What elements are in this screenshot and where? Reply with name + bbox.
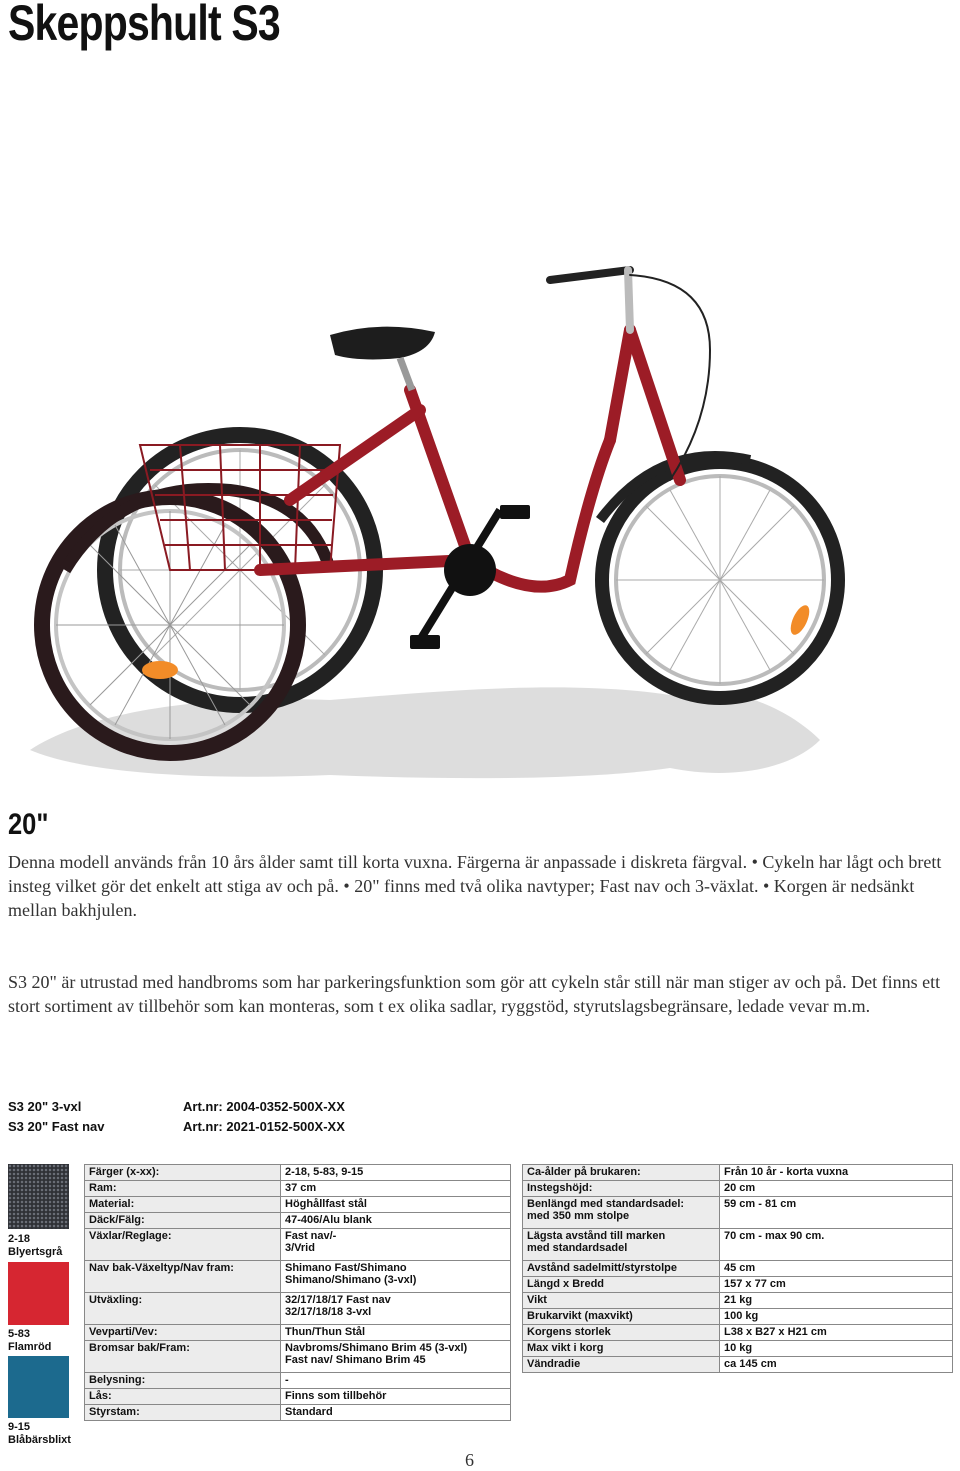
spec-value: 32/17/18/17 Fast nav 32/17/18/18 3-vxl [281, 1293, 511, 1325]
spec-label: Vändradie [523, 1357, 720, 1373]
spec-row [85, 1229, 511, 1261]
spec-value: 37 cm [281, 1181, 511, 1197]
spec-row [85, 1405, 511, 1421]
spec-row [85, 1293, 511, 1325]
spec-value: 100 kg [720, 1309, 953, 1325]
description-paragraph-1: Denna modell används från 10 års ålder samt till korta vuxna. Färgerna är anpassade i diskreta färgval. • Cykeln har lågt och brett insteg vilket gör det enkelt att stiga av och på. • 20" finns med två olika navtyper; Fast nav och 3-växlat. • Korgen är nedsänkt mellan bakhjulen. [8, 852, 942, 920]
spec-row [85, 1389, 511, 1405]
spec-label: Material: [85, 1197, 281, 1213]
spec-value: L38 x B27 x H21 cm [720, 1325, 953, 1341]
article-name: S3 20" 3-vxl [8, 1099, 82, 1114]
article-number: Art.nr: 2021-0152-500X-XX [183, 1119, 345, 1134]
spec-label: Avstånd sadelmitt/styrstolpe [523, 1261, 720, 1277]
spec-value: Fast nav/- 3/Vrid [281, 1229, 511, 1261]
size-heading: 20" [8, 808, 49, 841]
spec-row [523, 1197, 953, 1229]
spec-value: Navbroms/Shimano Brim 45 (3-vxl) Fast nav/ Shimano Brim 45 [281, 1341, 511, 1373]
spec-value: Standard [281, 1405, 511, 1421]
spec-label: Bromsar bak/Fram: [85, 1341, 281, 1373]
spec-label: Växlar/Reglage: [85, 1229, 281, 1261]
spec-label: Korgens storlek [523, 1325, 720, 1341]
seat [330, 327, 435, 390]
spec-label: Lägsta avstånd till marken med standardsadel [523, 1229, 720, 1261]
spec-value: ca 145 cm [720, 1357, 953, 1373]
spec-label: Vevparti/Vev: [85, 1325, 281, 1341]
spec-row [85, 1373, 511, 1389]
color-label: 9-15 Blåbärsblixt [8, 1421, 71, 1446]
spec-row [523, 1357, 953, 1373]
spec-row [523, 1341, 953, 1357]
page-title: Skeppshult S3 [8, 0, 280, 51]
spec-row [85, 1325, 511, 1341]
handlebar [550, 270, 710, 480]
spec-value: Höghållfast stål [281, 1197, 511, 1213]
article-row [8, 1119, 345, 1134]
spec-row [85, 1181, 511, 1197]
spec-label: Ram: [85, 1181, 281, 1197]
spec-label: Längd x Bredd [523, 1277, 720, 1293]
spec-value: Shimano Fast/Shimano Shimano/Shimano (3-vxl) [281, 1261, 511, 1293]
spec-row [523, 1229, 953, 1261]
spec-row [523, 1277, 953, 1293]
article-number: Art.nr: 2004-0352-500X-XX [183, 1099, 345, 1114]
spec-value: 10 kg [720, 1341, 953, 1357]
spec-label: Max vikt i korg [523, 1341, 720, 1357]
color-swatch-flamrod [8, 1262, 69, 1325]
front-wheel [600, 456, 838, 698]
spec-value: Från 10 år - korta vuxna [720, 1165, 953, 1181]
spec-row [85, 1213, 511, 1229]
spec-value: 45 cm [720, 1261, 953, 1277]
description-paragraph-2: S3 20" är utrustad med handbroms som har parkeringsfunktion som gör att cykeln står still när man stiger av och på. Det finns ett stort sortiment av tillbehör som kan monteras, som t ex olika sadlar, ryggstöd, styrutslagsbegränsare, ledade vevar m.m. [8, 972, 941, 1016]
spec-label: Belysning: [85, 1373, 281, 1389]
spec-row [523, 1261, 953, 1277]
spec-label: Lås: [85, 1389, 281, 1405]
spec-label: Instegshöjd: [523, 1181, 720, 1197]
spec-row [523, 1309, 953, 1325]
spec-row [523, 1181, 953, 1197]
article-row [8, 1099, 345, 1114]
spec-value: Thun/Thun Stål [281, 1325, 511, 1341]
spec-row [85, 1165, 511, 1181]
spec-label: Styrstam: [85, 1405, 281, 1421]
color-swatch-blyertsgra [8, 1164, 69, 1229]
spec-row [523, 1165, 953, 1181]
spec-row [85, 1261, 511, 1293]
spec-value: - [281, 1373, 511, 1389]
spec-table-right [522, 1164, 953, 1373]
spec-row [85, 1197, 511, 1213]
spec-value: 157 x 77 cm [720, 1277, 953, 1293]
spec-row [85, 1341, 511, 1373]
spec-label: Brukarvikt (maxvikt) [523, 1309, 720, 1325]
spec-label: Vikt [523, 1293, 720, 1309]
tricycle-image [30, 240, 930, 780]
spec-label: Benlängd med standardsadel: med 350 mm stolpe [523, 1197, 720, 1229]
spec-label: Färger (x-xx): [85, 1165, 281, 1181]
spec-label: Däck/Fälg: [85, 1213, 281, 1229]
spec-table-left [84, 1164, 511, 1421]
page-number: 6 [465, 1450, 474, 1470]
spec-value: 20 cm [720, 1181, 953, 1197]
color-swatch-blabarsblixt [8, 1356, 69, 1418]
color-label: 2-18 Blyertsgrå [8, 1233, 63, 1258]
spec-value: Finns som tillbehör [281, 1389, 511, 1405]
spec-value: 47-406/Alu blank [281, 1213, 511, 1229]
spec-value: 59 cm - 81 cm [720, 1197, 953, 1229]
color-label: 5-83 Flamröd [8, 1328, 52, 1353]
spec-label: Ca-ålder på brukaren: [523, 1165, 720, 1181]
spec-row [523, 1325, 953, 1341]
spec-value: 2-18, 5-83, 9-15 [281, 1165, 511, 1181]
spec-label: Utväxling: [85, 1293, 281, 1325]
spec-value: 70 cm - max 90 cm. [720, 1229, 953, 1261]
spec-row [523, 1293, 953, 1309]
article-name: S3 20" Fast nav [8, 1119, 105, 1134]
spec-value: 21 kg [720, 1293, 953, 1309]
spec-label: Nav bak-Växeltyp/Nav fram: [85, 1261, 281, 1293]
